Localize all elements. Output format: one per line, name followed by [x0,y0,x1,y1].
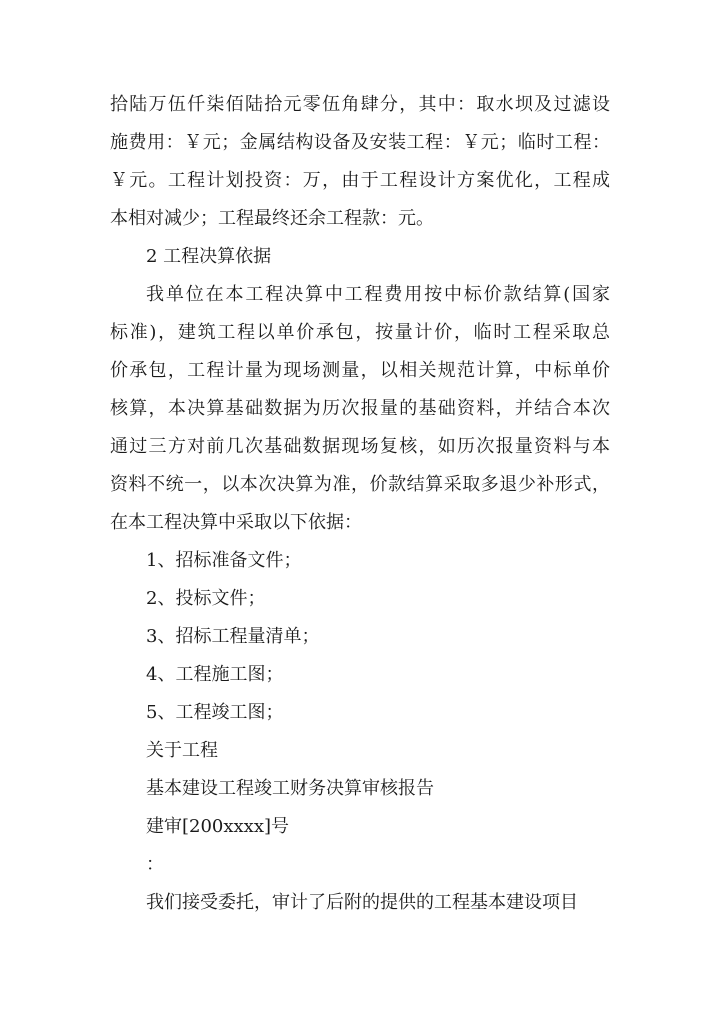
paragraph-line: 核算，本决算基础数据为历次报量的基础资料，并结合本次 [110,398,610,419]
paragraph-line: 在本工程决算中采取以下依据： [110,512,362,533]
report-number: 建审[200xxxx]号 [146,816,290,837]
paragraph-line: 我单位在本工程决算中工程费用按中标价款结算(国家 [146,284,610,305]
report-title: 基本建设工程竣工财务决算审核报告 [146,778,434,799]
paragraph-line: 本相对减少；工程最终还余工程款：元。 [110,208,434,229]
paragraph-line: 拾陆万伍仟柒佰陆拾元零伍角肆分，其中：取水坝及过滤设 [110,94,610,115]
list-item: 3、招标工程量清单； [146,626,320,647]
paragraph-line: ￥元。工程计划投资：万，由于工程设计方案优化，工程成 [110,170,610,191]
paragraph-line: 我们接受委托，审计了后附的提供的工程基本建设项目 [146,892,578,913]
section-heading: 2 工程决算依据 [146,246,272,267]
list-item: 2、投标文件； [146,588,266,609]
report-title-prefix: 关于工程 [146,740,218,761]
paragraph-line: 资料不统一，以本次决算为准，价款结算采取多退少补形式， [110,474,610,495]
paragraph-line: 标准)，建筑工程以单价承包，按量计价，临时工程采取总 [110,322,610,343]
document-page [110,86,610,922]
addressee-colon: ： [146,854,164,875]
list-item: 5、工程竣工图； [146,702,284,723]
list-item: 1、招标准备文件； [146,550,302,571]
paragraph-line: 施费用：￥元；金属结构设备及安装工程：￥元；临时工程： [110,132,610,153]
paragraph-line: 通过三方对前几次基础数据现场复核，如历次报量资料与本 [110,436,610,457]
paragraph-line: 价承包，工程计量为现场测量，以相关规范计算，中标单价 [110,360,610,381]
list-item: 4、工程施工图； [146,664,284,685]
